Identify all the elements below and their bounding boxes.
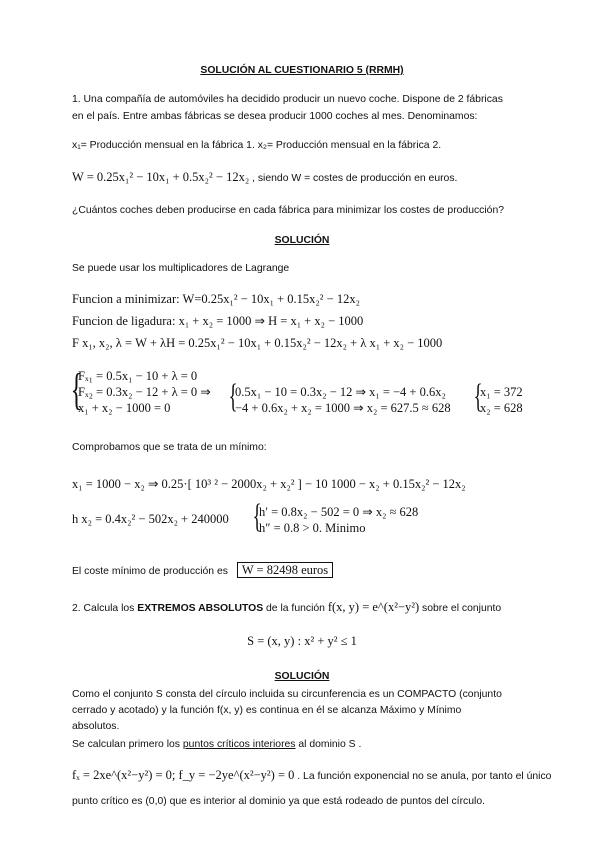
s2-partial-derivatives: fₓ = 2xe^(x²−y²) = 0; f_y = −2ye^(x²−y²) = 0 bbox=[72, 768, 295, 782]
lagrangian-function: F x₁, x₂, λ = W + λH = 0.25x₁² − 10x₁ + 0.15x₂² − 12x₂ + λ x₁ + x₂ − 1000 bbox=[72, 336, 443, 350]
q2-middle: de la función bbox=[263, 603, 328, 614]
h-derivatives bbox=[259, 504, 418, 536]
right-brace: { bbox=[473, 378, 483, 415]
document-title: SOLUCIÓN AL CUESTIONARIO 5 (RRMH) bbox=[200, 65, 404, 76]
min-cost-line bbox=[72, 563, 333, 579]
result-x2: x₂ = 628 bbox=[480, 401, 523, 415]
substitution-formula: x₁ = 1000 − x₂ ⇒ 0.25·[ 10³ ² − 2000x₂ + x₂² ] − 10 1000 − x₂ + 0.15x₂² − 12x₂ bbox=[72, 477, 466, 491]
eq-solve-x1: 0.5x₁ − 10 = 0.3x₂ − 12 ⇒ x₁ = −4 + 0.6x₂ bbox=[235, 385, 446, 399]
s2-derivatives-text: . La función exponencial no se anula, por tanto el único bbox=[294, 771, 552, 782]
q2-statement bbox=[72, 600, 501, 616]
s2-derivatives-line bbox=[72, 768, 551, 784]
q1-intro-line-1: 1. Una compañía de automóviles ha decidido producir un nuevo coche. Dispone de 2 fábricas bbox=[72, 94, 503, 105]
q1-intro-line-2: en el país. Entre ambas fábricas se desea producir 1000 coches al mes. Denominamos: bbox=[72, 111, 478, 122]
q1-variable-definitions: x₁= Producción mensual en la fábrica 1. x₂= Producción mensual en la fábrica 2. bbox=[72, 140, 442, 151]
s2-critical-points-line bbox=[72, 738, 361, 752]
s2-paragraph-line-3: absolutos. bbox=[72, 721, 120, 732]
q2-set-definition: S = (x, y) : x² + y² ≤ 1 bbox=[247, 634, 357, 648]
q2-suffix: sobre el conjunto bbox=[419, 603, 502, 614]
system-left bbox=[78, 368, 211, 416]
q2-function: f(x, y) = e^(x²−y²) bbox=[327, 600, 420, 614]
q2-prefix: 2. Calcula los bbox=[72, 603, 138, 614]
minimum-check-text: Comprobamos que se trata de un mínimo: bbox=[72, 442, 267, 453]
min-cost-value: W = 82498 euros bbox=[237, 562, 333, 578]
eq-f-x2: Fₓ₂ = 0.3x₂ − 12 + λ = 0 ⇒ bbox=[78, 385, 211, 399]
system-middle bbox=[235, 384, 451, 416]
s2-p2-prefix: Se calculan primero los bbox=[72, 739, 183, 750]
middle-brace: { bbox=[228, 378, 238, 415]
s2-paragraph-line-1: Como el conjunto S consta del círculo incluida su circunferencia es un COMPACTO (conjunto bbox=[72, 689, 502, 700]
q1-question: ¿Cuántos coches deben producirse en cada fábrica para minimizar los costes de producción? bbox=[72, 205, 505, 216]
cost-formula: W = 0.25x₁² − 10x₁ + 0.5x₂² − 12x₂ bbox=[72, 170, 250, 184]
method-text: Se puede usar los multiplicadores de Lagrange bbox=[72, 263, 290, 274]
cost-formula-description: , siendo W = costes de producción en euros. bbox=[249, 173, 458, 184]
solution-heading-2: SOLUCIÓN bbox=[274, 671, 330, 682]
eq-f-x1: Fₓ₁ = 0.5x₁ − 10 + λ = 0 bbox=[78, 369, 198, 383]
eq-constraint: x₁ + x₂ − 1000 = 0 bbox=[78, 401, 171, 415]
left-brace: { bbox=[70, 365, 83, 414]
constraint-function: Funcion de ligadura: x₁ + x₂ = 1000 ⇒ H = x₁ + x₂ − 1000 bbox=[72, 314, 364, 328]
h-first-derivative: h′ = 0.8x₂ − 502 = 0 ⇒ x₂ ≈ 628 bbox=[259, 505, 419, 519]
s2-conclusion: punto crítico es (0,0) que es interior al dominio ya que está rodeado de puntos del círculo. bbox=[72, 796, 485, 807]
result-x1: x₁ = 372 bbox=[480, 385, 523, 399]
h-second-derivative: h″ = 0.8 > 0. Minimo bbox=[259, 521, 366, 535]
q1-cost-line bbox=[72, 170, 457, 186]
s2-paragraph-line-2: cerrado y acotado) y la función f(x, y) es continua en él se alcanza Máximo y Mínimo bbox=[72, 705, 462, 716]
min-cost-label: El coste mínimo de producción es bbox=[72, 566, 228, 577]
s2-p2-suffix: al dominio S . bbox=[295, 739, 362, 750]
eq-solve-x2: −4 + 0.6x₂ + x₂ = 1000 ⇒ x₂ = 627.5 ≈ 628 bbox=[235, 401, 451, 415]
system-result bbox=[480, 384, 523, 416]
q2-bold-term: EXTREMOS ABSOLUTOS bbox=[137, 603, 264, 614]
objective-function: Funcion a minimizar: W=0.25x₁² − 10x₁ + 0.15x₂² − 12x₂ bbox=[72, 292, 360, 306]
h-brace: { bbox=[252, 498, 262, 535]
solution-heading-1: SOLUCIÓN bbox=[274, 235, 330, 246]
h-definition: h x₂ = 0.4x₂² − 502x₂ + 240000 bbox=[72, 512, 229, 526]
s2-interior-critical-points: puntos críticos interiores bbox=[182, 739, 296, 750]
